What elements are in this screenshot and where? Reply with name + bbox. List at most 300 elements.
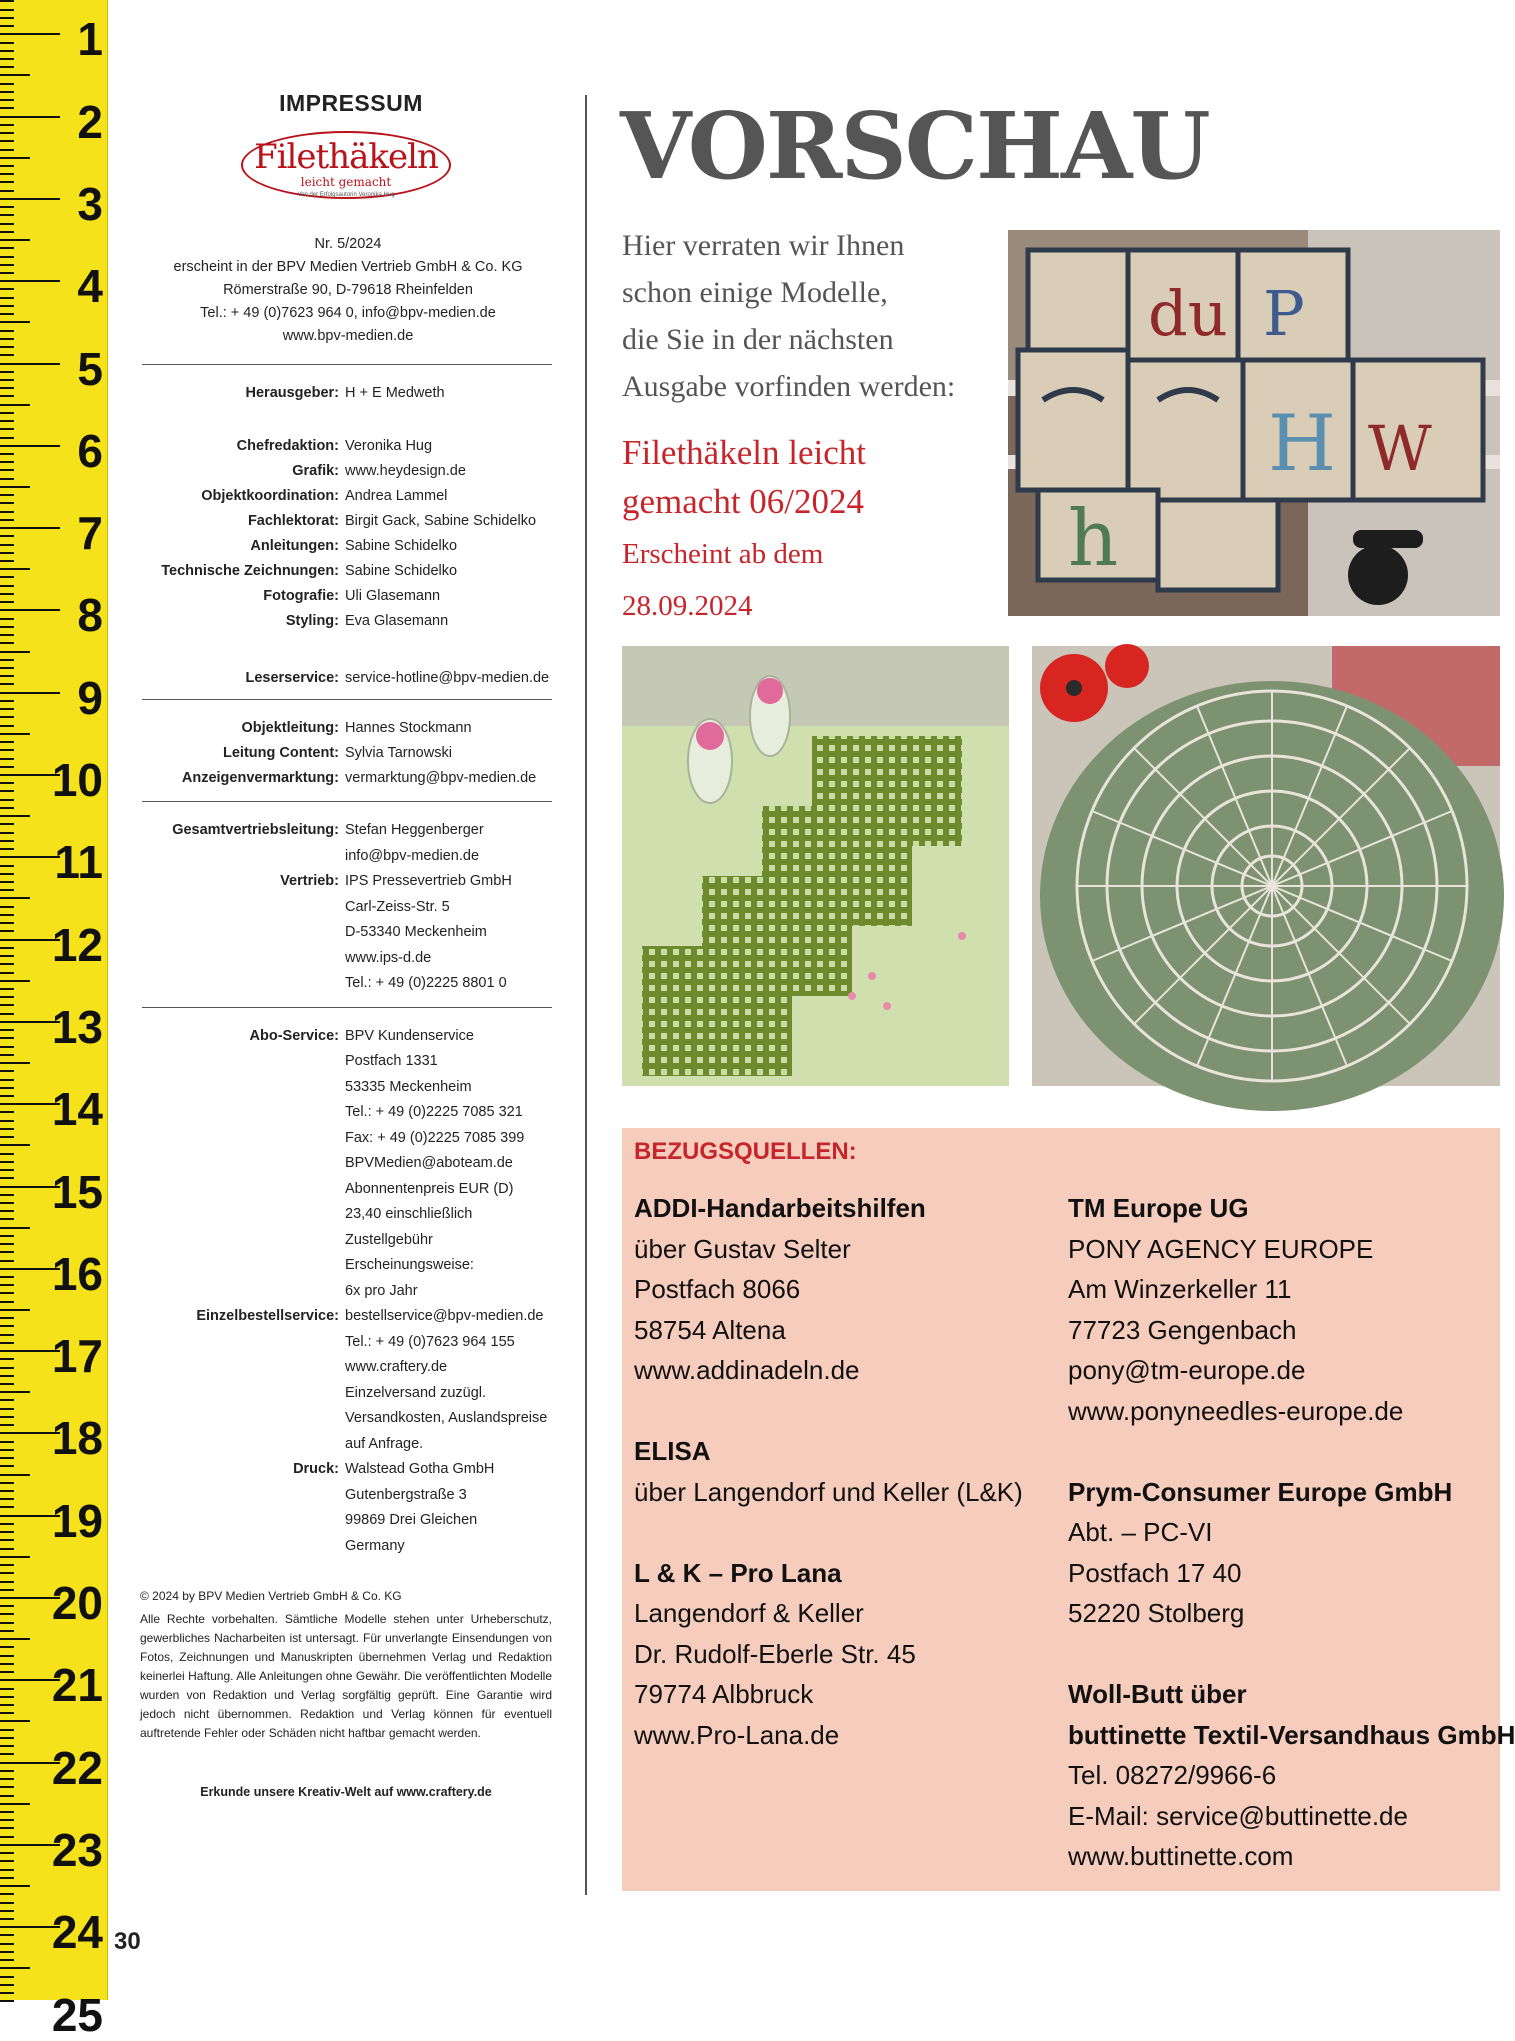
ruler-tick [0, 1712, 14, 1714]
ruler-tick [0, 1046, 14, 1048]
ruler-tick [0, 66, 14, 68]
ruler-tick [0, 1934, 14, 1936]
ruler-tick [0, 1836, 14, 1838]
supplier-line: Am Winzerkeller 11 [1068, 1274, 1292, 1304]
ruler-tick [0, 1408, 14, 1410]
value-line: 23,40 einschließlich [345, 1206, 473, 1222]
ruler-tick [0, 214, 14, 216]
ruler-tick [0, 1704, 14, 1706]
ruler-tick [0, 914, 14, 916]
row-label: Leserservice: [245, 670, 339, 686]
ruler-tick [0, 140, 14, 142]
ruler-tick [0, 1671, 14, 1673]
value-line: auf Anfrage. [345, 1435, 424, 1452]
ruler-tick [0, 799, 14, 801]
ruler-number: 8 [77, 589, 103, 642]
ruler-tick [0, 1111, 14, 1113]
bezugsquellen-heading: BEZUGSQUELLEN: [634, 1138, 857, 1165]
leserservice-row [140, 666, 552, 691]
row-label: Gesamtvertriebsleitung: [172, 822, 339, 838]
ruler-tick [0, 1638, 30, 1640]
blanket-photo [1008, 230, 1500, 616]
value-line: Gutenbergstraße 3 [345, 1486, 467, 1503]
ruler-tick [0, 1441, 14, 1443]
ruler-tick [0, 1729, 14, 1731]
ruler-tick [0, 1696, 14, 1698]
pub-line: Tel.: + 49 (0)7623 964 0, info@bpv-medien.de [200, 305, 496, 321]
ruler-tick [0, 1655, 14, 1657]
ruler-tick [0, 157, 30, 159]
ruler-tick [0, 231, 14, 233]
ruler-tick [0, 502, 14, 504]
ruler-tick [0, 741, 14, 743]
ruler-tick [0, 1210, 14, 1212]
management-row [140, 766, 552, 791]
ruler-number: 16 [51, 1247, 103, 1300]
ruler-number: 18 [51, 1412, 103, 1465]
ruler-tick [0, 1622, 14, 1624]
ruler-tick [0, 1358, 14, 1360]
ruler-number: 11 [54, 836, 103, 889]
ruler-tick [0, 1136, 14, 1138]
ruler-tick [0, 1391, 30, 1393]
ruler-number: 15 [51, 1165, 103, 1218]
ruler-tick [0, 930, 14, 932]
row-label: Fotografie: [263, 588, 339, 604]
supplier-line: www.Pro-Lana.de [634, 1719, 840, 1750]
ruler-tick [0, 247, 14, 249]
ruler-tick [0, 1004, 14, 1006]
ruler-tick [0, 865, 14, 867]
ruler-tick [0, 1893, 14, 1895]
ruler-tick [0, 330, 14, 332]
row-value: vermarktung@bpv-medien.de [345, 770, 537, 786]
ruler-tick [0, 519, 14, 521]
ruler-tick [0, 1128, 14, 1130]
magazine-logo [241, 131, 451, 203]
svg-text:P: P [1263, 277, 1305, 350]
ruler-tick [0, 453, 14, 455]
management-row [140, 741, 552, 766]
supplier-name: ADDI-Handarbeitshilfen [634, 1193, 926, 1223]
supplier-line: 52220 Stolberg [1068, 1598, 1245, 1628]
ruler-tick [0, 420, 14, 422]
ruler-number: 13 [51, 1000, 103, 1053]
ruler-tick [0, 91, 14, 93]
doily-photo [1032, 646, 1500, 1086]
ruler-tick [0, 1309, 30, 1311]
ruler-tick [0, 132, 14, 134]
value-line: IPS Pressevertrieb GmbH [345, 873, 512, 889]
divider [142, 699, 552, 700]
ruler-tick [0, 1539, 14, 1541]
ruler-tick [0, 313, 14, 315]
ruler-tick [0, 1292, 14, 1294]
ruler-tick [0, 1589, 14, 1591]
supplier-line: PONY AGENCY EUROPE [1068, 1233, 1374, 1264]
value-line: Tel.: + 49 (0)2225 8801 0 [345, 975, 507, 991]
ruler-tick [0, 1605, 14, 1607]
ruler-tick [0, 749, 14, 751]
row-label: Anzeigenvermarktung: [181, 770, 339, 786]
logo-sub: leicht gemacht [300, 175, 392, 189]
ruler-number: 12 [51, 918, 103, 971]
value-line: BPV Kundenservice [345, 1027, 474, 1044]
pub-line: Römerstraße 90, D-79618 Rheinfelden [223, 282, 473, 298]
ruler-tick [0, 124, 14, 126]
intro-line: Hier verraten wir Ihnen [622, 229, 905, 262]
row-label: Abo-Service: [249, 1027, 339, 1044]
ruler-tick [0, 988, 14, 990]
ruler-tick [0, 469, 14, 471]
ruler-number: 6 [77, 424, 103, 477]
ruler-tick [0, 486, 30, 488]
ruler-tick [0, 321, 30, 323]
row-value: Veronika Hug [345, 438, 433, 454]
staff-row [140, 484, 552, 509]
row-value: H + E Medweth [345, 385, 445, 401]
supplier-line: www.addinadeln.de [634, 1355, 860, 1385]
ruler-tick [0, 1070, 14, 1072]
ruler-tick [0, 107, 14, 109]
ruler-tick [0, 889, 14, 891]
column-divider [585, 95, 587, 1895]
spacer [634, 1512, 1054, 1553]
ruler-tick [0, 354, 14, 356]
ruler-tick [0, 766, 14, 768]
staff-row [140, 559, 552, 584]
ruler-tick [0, 642, 14, 644]
ruler-tick [0, 1227, 30, 1229]
supplier-line: 79774 Albbruck [634, 1679, 814, 1709]
staff-row [140, 609, 552, 634]
pub-line: erscheint in der BPV Medien Vertrieb GmbH & Co. KG [173, 259, 523, 275]
ruler-tick [0, 1613, 14, 1615]
ruler-tick [0, 1037, 14, 1039]
ruler-tick [0, 256, 14, 258]
row-label: Leitung Content: [223, 745, 339, 761]
ruler-tick [0, 840, 14, 842]
svg-text:h: h [1068, 494, 1119, 584]
sources-right-column [1068, 1188, 1515, 1877]
ruler-tick [0, 1902, 14, 1904]
ruler-tick [0, 1992, 14, 1994]
ruler-tick [0, 1490, 14, 1492]
row-value [345, 1457, 552, 1559]
row-value: Eva Glasemann [345, 613, 449, 629]
supplier-name: buttinette Textil-Versandhaus GmbH [1068, 1719, 1515, 1750]
ruler-tick [0, 1013, 14, 1015]
value-line: Erscheinungsweise: [345, 1257, 474, 1273]
bezugsquellen-panel [622, 1128, 1515, 1891]
ruler-tick [0, 1967, 30, 1969]
value-line: BPVMedien@aboteam.de [345, 1155, 513, 1171]
value-line: info@bpv-medien.de [345, 847, 480, 864]
intro-line: schon einige Modelle, [622, 276, 888, 309]
divider [142, 801, 552, 802]
ruler-tick [0, 1803, 30, 1805]
ruler-tick [0, 1819, 14, 1821]
staff-row [140, 534, 552, 559]
ruler-tick [0, 1260, 14, 1262]
ruler-number: 3 [77, 177, 103, 230]
supplier-line: www.ponyneedles-europe.de [1068, 1395, 1404, 1426]
staff-row [140, 459, 552, 484]
ruler-tick [0, 190, 14, 192]
supplier-line: über Langendorf und Keller (L&K) [634, 1476, 1023, 1507]
row-label: Einzelbestellservice: [196, 1308, 339, 1324]
ruler-tick [0, 206, 14, 208]
ruler-tick [0, 1301, 14, 1303]
ruler-tick [0, 848, 14, 850]
ruler-tick [0, 264, 14, 266]
intro-line: Ausgabe vorfinden werden: [622, 370, 956, 403]
value-line: Versandkosten, Auslandspreise [345, 1410, 548, 1426]
ruler-tick [0, 1918, 14, 1920]
supplier-name: Woll-Butt über [1068, 1679, 1247, 1709]
ruler-tick [0, 379, 14, 381]
ruler-tick [0, 1943, 14, 1945]
ruler-tick [0, 758, 14, 760]
ruler-tick [0, 601, 14, 603]
ruler-tick [0, 626, 14, 628]
value-line: Zustellgebühr [345, 1231, 433, 1248]
logo-tagline: Von der Erfolgsautorin Veronika Hug [297, 192, 395, 198]
ruler-tick [0, 1531, 14, 1533]
row-value: Sabine Schidelko [345, 563, 458, 579]
vertrieb-row [140, 869, 552, 997]
ruler-tick [0, 2000, 14, 2002]
ruler-tick [0, 1885, 30, 1887]
row-label: Technische Zeichnungen: [161, 563, 339, 579]
ruler-tick [0, 1243, 14, 1245]
table-runner-photo [622, 646, 1009, 1086]
row-label: Herausgeber: [245, 385, 339, 401]
ruler-tick [0, 1144, 30, 1146]
row-label: Anleitungen: [250, 538, 339, 554]
issue-line: gemacht 06/2024 [622, 482, 865, 521]
ruler-tick [0, 1860, 14, 1862]
ruler-tick [0, 478, 14, 480]
ruler-tick [0, 955, 14, 957]
supplier-line: www.buttinette.com [1068, 1841, 1294, 1871]
ruler-tick [0, 1416, 14, 1418]
ruler-tick [0, 1375, 14, 1377]
ruler-tick [0, 1548, 14, 1550]
ruler-tick [0, 1959, 14, 1961]
gesamtvertrieb-row [140, 818, 552, 869]
ruler-tick [0, 346, 14, 348]
ruler-tick [0, 1465, 14, 1467]
ruler-number: 21 [51, 1659, 103, 1712]
ruler-tick [0, 1079, 14, 1081]
ruler-tick [0, 437, 14, 439]
ruler-tick [0, 239, 30, 241]
ruler-tick [0, 1153, 14, 1155]
ruler-tick [0, 1317, 14, 1319]
ruler-tick [0, 17, 14, 19]
ruler-number: 17 [51, 1330, 103, 1383]
ruler-tick [0, 585, 14, 587]
row-label: Styling: [285, 613, 339, 629]
value-line: Carl-Zeiss-Str. 5 [345, 898, 450, 915]
logo-main: Filethäkeln [254, 137, 438, 177]
ruler-tick [0, 560, 14, 562]
ruler-tick [0, 1811, 14, 1813]
ruler-tick [0, 733, 30, 735]
doily-illustration [1032, 646, 1500, 1086]
ruler-tick [0, 634, 14, 636]
supplier-line: 77723 Gengenbach [1068, 1314, 1297, 1345]
next-issue [622, 428, 1002, 630]
ruler-number: 7 [77, 507, 103, 560]
ruler-tick [0, 1786, 14, 1788]
ruler-tick [0, 651, 30, 653]
ruler-tick [0, 1251, 14, 1253]
ruler-tick [0, 173, 14, 175]
ruler-tick [0, 404, 30, 406]
ruler-tick [0, 9, 14, 11]
ruler-tick [0, 823, 14, 825]
row-label: Vertrieb: [280, 873, 339, 889]
value-line: 53335 Meckenheim [345, 1078, 472, 1095]
ruler-tick [0, 1334, 14, 1336]
craftery-line: Erkunde unsere Kreativ-Welt auf www.craftery.de [200, 1785, 492, 1799]
ruler-tick [0, 1276, 14, 1278]
value-line: D-53340 Meckenheim [345, 924, 487, 940]
ruler-tick [0, 873, 14, 875]
ruler-tick [0, 1235, 14, 1237]
ruler-tick [0, 1054, 14, 1056]
ruler-tick [0, 980, 30, 982]
copyright-text: Alle Rechte vorbehalten. Sämtliche Modelle stehen unter Urheberschutz, gewerbliches Nacharbeiten ist untersagt. Für unverlangte Einsendungen von Fotos, Zeichnungen und Manuskripten übernehmen Verlag und Redaktion keinerlei Haftung. Alle Anleitungen ohne Gewähr. Die veröffentlichten Modelle wurden von Redaktion und Verlag sorgfältig geprüft. Eine Garantie wird jedoch nicht übernommen. Redaktion und Verlag können für eventuell auftretende Fehler oder Schäden nicht haftbar gemacht werden. [140, 1612, 552, 1740]
ruler-tick [0, 1523, 14, 1525]
value-line: Tel.: + 49 (0)2225 7085 321 [345, 1104, 523, 1120]
supplier-name: ELISA [634, 1436, 711, 1466]
supplier-name: L & K – Pro Lana [634, 1557, 842, 1588]
ruler-tick [0, 1474, 30, 1476]
date-line: 28.09.2024 [622, 590, 753, 622]
ruler-tick [0, 1095, 14, 1097]
ruler-tick [0, 782, 14, 784]
ruler-tick [0, 832, 14, 834]
ruler-tick [0, 1399, 14, 1401]
page-number: 30 [114, 1928, 141, 1955]
value-line: www.ips-d.de [345, 949, 432, 966]
row-value [345, 869, 552, 997]
value-line: Tel.: + 49 (0)7623 964 155 [345, 1333, 515, 1350]
row-value: Sylvia Tarnowski [345, 745, 452, 761]
ruler-tick [0, 593, 14, 595]
supplier-name: Prym-Consumer Europe GmbH [1068, 1476, 1453, 1507]
ruler-tick [0, 659, 14, 661]
row-label: Fachlektorat: [247, 513, 339, 529]
ruler-tick [0, 1029, 14, 1031]
ruler-tick [0, 1827, 14, 1829]
ruler-tick [0, 963, 14, 965]
measuring-tape [0, 0, 108, 2041]
ruler-number: 1 [77, 13, 103, 66]
ruler-tick [0, 1284, 14, 1286]
supplier-line: Tel. 08272/9966-6 [1068, 1760, 1277, 1790]
ruler-tick [0, 1778, 14, 1780]
ruler-tick [0, 675, 14, 677]
ruler-tick [0, 1506, 14, 1508]
ruler-tick [0, 947, 14, 949]
ruler-tick [0, 338, 14, 340]
ruler-tick [0, 708, 14, 710]
staff-row [140, 434, 552, 459]
ruler-tick [0, 716, 14, 718]
ruler-tick [0, 1720, 30, 1722]
ruler-tick [0, 1877, 14, 1879]
ruler-tick [0, 305, 14, 307]
ruler-tick [0, 1161, 14, 1163]
row-value: Sabine Schidelko [345, 538, 458, 554]
spacer [1068, 1634, 1498, 1675]
ruler-tick [0, 371, 14, 373]
ruler-tick [0, 1169, 14, 1171]
ruler-number: 14 [51, 1083, 103, 1136]
publisher-info [144, 233, 552, 348]
ruler-tick [0, 1646, 14, 1648]
spacer [634, 1391, 1054, 1432]
runner-illustration [622, 646, 1009, 1086]
ruler-tick [0, 297, 14, 299]
ruler-tick [0, 1869, 14, 1871]
ruler-tick [0, 815, 30, 817]
ruler-tick [0, 897, 30, 899]
ruler-tick [0, 700, 14, 702]
supplier-line: Dr. Rudolf-Eberle Str. 45 [634, 1638, 916, 1669]
supplier-line: über Gustav Selter [634, 1233, 851, 1264]
divider [142, 1007, 552, 1008]
row-label: Objektkoordination: [201, 488, 339, 504]
row-value: Birgit Gack, Sabine Schidelko [345, 513, 537, 529]
ruler-tick [0, 1449, 14, 1451]
ruler-tick [0, 1342, 14, 1344]
ruler-number: 5 [77, 342, 103, 395]
ruler-tick [0, 1737, 14, 1739]
value-line: bestellservice@bpv-medien.de [345, 1308, 544, 1324]
management-row [140, 716, 552, 741]
row-value [345, 818, 552, 869]
ruler-tick [0, 412, 14, 414]
ruler-tick [0, 461, 14, 463]
ruler-tick [0, 972, 14, 974]
issue-line: Filethäkeln leicht [622, 433, 866, 472]
supplier-line: Postfach 17 40 [1068, 1557, 1242, 1588]
ruler-tick [0, 1852, 14, 1854]
ruler-tick [0, 996, 14, 998]
ruler-tick [0, 725, 14, 727]
ruler-number: 9 [77, 671, 103, 724]
pub-line: Nr. 5/2024 [314, 236, 382, 252]
row-value: service-hotline@bpv-medien.de [345, 670, 550, 686]
ruler-tick [0, 0, 14, 2]
ruler-tick [0, 1951, 14, 1953]
row-value: Hannes Stockmann [345, 720, 472, 736]
ruler-number: 23 [51, 1823, 103, 1876]
ruler-tick [0, 74, 30, 76]
ruler-tick [0, 428, 14, 430]
svg-text:H: H [1268, 399, 1337, 489]
ruler-tick [0, 1087, 14, 1089]
supplier-line: pony@tm-europe.de [1068, 1355, 1306, 1385]
ruler-tick [0, 1062, 30, 1064]
sources-left-column [634, 1188, 1054, 1755]
ruler-tick [0, 181, 14, 183]
